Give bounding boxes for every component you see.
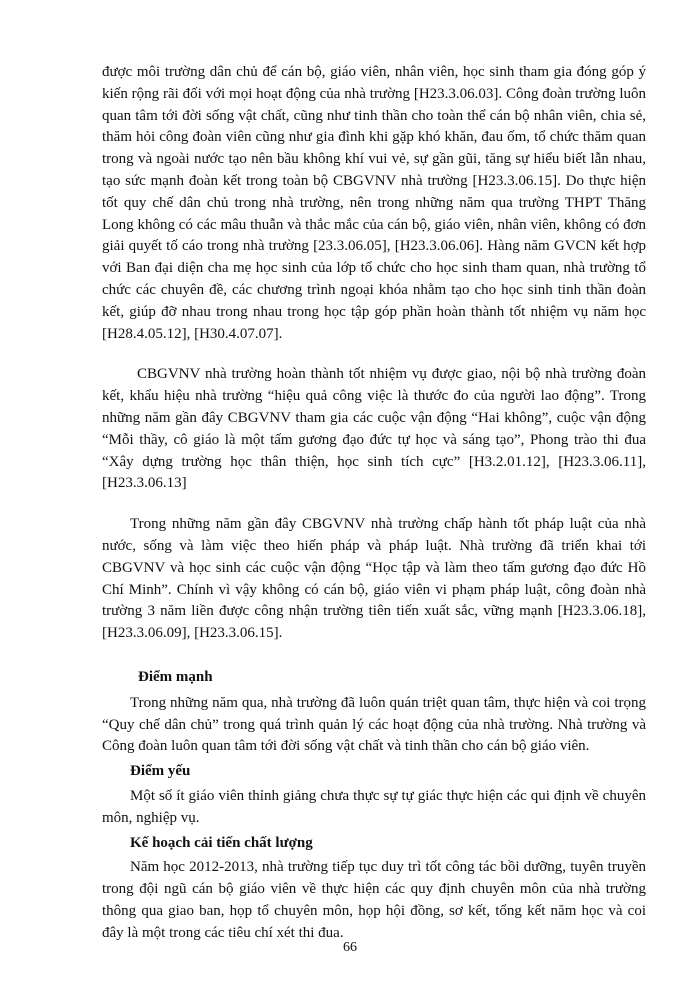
paragraph-strengths: Trong những năm qua, nhà trường đã luôn quán triệt quan tâm, thực hiện và coi trọng “Quy chế dân chủ” trong quá trình quản lý các hoạt động của nhà trường. Nhà trường và Công đoàn luôn quan tâm tới đời sống vật chất và tinh thần cho cán bộ giáo viên. bbox=[102, 694, 646, 755]
document-body bbox=[102, 62, 646, 944]
paragraph-law-compliance: Trong những năm gần đây CBGVNV nhà trường chấp hành tốt pháp luật của nhà nước, sống và làm việc theo hiến pháp và pháp luật. Nhà trường đã triển khai tới CBGVNV và học sinh các cuộc vận động “Học tập và làm theo tấm gương đạo đức Hồ Chí Minh”. Chính vì vậy không có cán bộ, giáo viên vi phạm pháp luật, công đoàn nhà trường 3 năm liền được công nhận trường tiên tiến xuất sắc, vững mạnh [H23.3.06.18], [H23.3.06.09], [H23.3.06.15]. bbox=[102, 516, 646, 642]
page-number: 66 bbox=[343, 940, 357, 955]
paragraph-staff-tasks: CBGVNV nhà trường hoàn thành tốt nhiệm vụ được giao, nội bộ nhà trường đoàn kết, khẩu hiệu nhà trường “hiệu quả công việc là thước đo của người lao động”. Trong những năm gần đây CBGVNV tham gia các cuộc vận động “Hai không”, cuộc vận động “Mỗi thầy, cô giáo là một tấm gương đạo đức tự học và sáng tạo”, Phong trào thi đua “Xây dựng trường học thân thiện, học sinh tích cực” [H3.2.01.12], [H23.3.06.11], [H23.3.06.13] bbox=[102, 366, 646, 492]
heading-improvement-plan: Kế hoạch cải tiến chất lượng bbox=[130, 834, 313, 851]
heading-strengths: Điểm mạnh bbox=[138, 668, 213, 685]
paragraph-democracy: được môi trường dân chủ để cán bộ, giáo viên, nhân viên, học sinh tham gia đóng góp ý kiến rộng rãi đối với mọi hoạt động của nhà trường [H23.3.06.03]. Công đoàn trường luôn quan tâm tới đời sống vật chất, cũng như tinh thần cho toàn thể cán bộ nhân viên, chia sẻ, thăm hỏi công đoàn viên cũng như gia đình khi gặp khó khăn, đau ốm, tổ chức thăm quan trong và ngoài nước tạo nên bầu không khí vui vẻ, sự gần gũi, tăng sự hiểu biết lẫn nhau, tạo sức mạnh đoàn kết trong toàn bộ CBGVNV nhà trường [H23.3.06.15]. Do thực hiện tốt quy chế dân chủ trong nhà trường, nên trong những năm qua trường THPT Thăng Long không có các mâu thuẫn và thắc mắc của cán bộ, giáo viên, nhân viên, không có đơn giải quyết tố cáo trong nhà trường [23.3.06.05], [H23.3.06.06]. Hàng năm GVCN kết hợp với Ban đại diện cha mẹ học sinh của lớp tổ chức cho học sinh tham quan, nhà trường tổ chức các chuyên đề, các chương trình ngoại khóa nhằm tạo cho học sinh tinh thần đoàn kết, giúp đỡ nhau trong nhau trong học tập góp phần hoàn thành tốt nhiệm vụ năm học [H28.4.05.12], [H30.4.07.07]. bbox=[102, 64, 646, 342]
paragraph-improvement-plan: Năm học 2012-2013, nhà trường tiếp tục duy trì tốt công tác bồi dưỡng, tuyên truyền trong đội ngũ cán bộ giáo viên về thực hiện các quy định chuyên môn của nhà trường thông qua giao ban, họp tổ chuyên môn, họp hội đồng, sơ kết, tổng kết năm học và coi đây là một trong các tiêu chí xét thi đua. bbox=[102, 859, 646, 941]
paragraph-weaknesses: Một số ít giáo viên thỉnh giảng chưa thực sự tự giác thực hiện các qui định về chuyên môn, nghiệp vụ. bbox=[102, 787, 646, 826]
heading-weaknesses: Điểm yếu bbox=[130, 763, 191, 780]
